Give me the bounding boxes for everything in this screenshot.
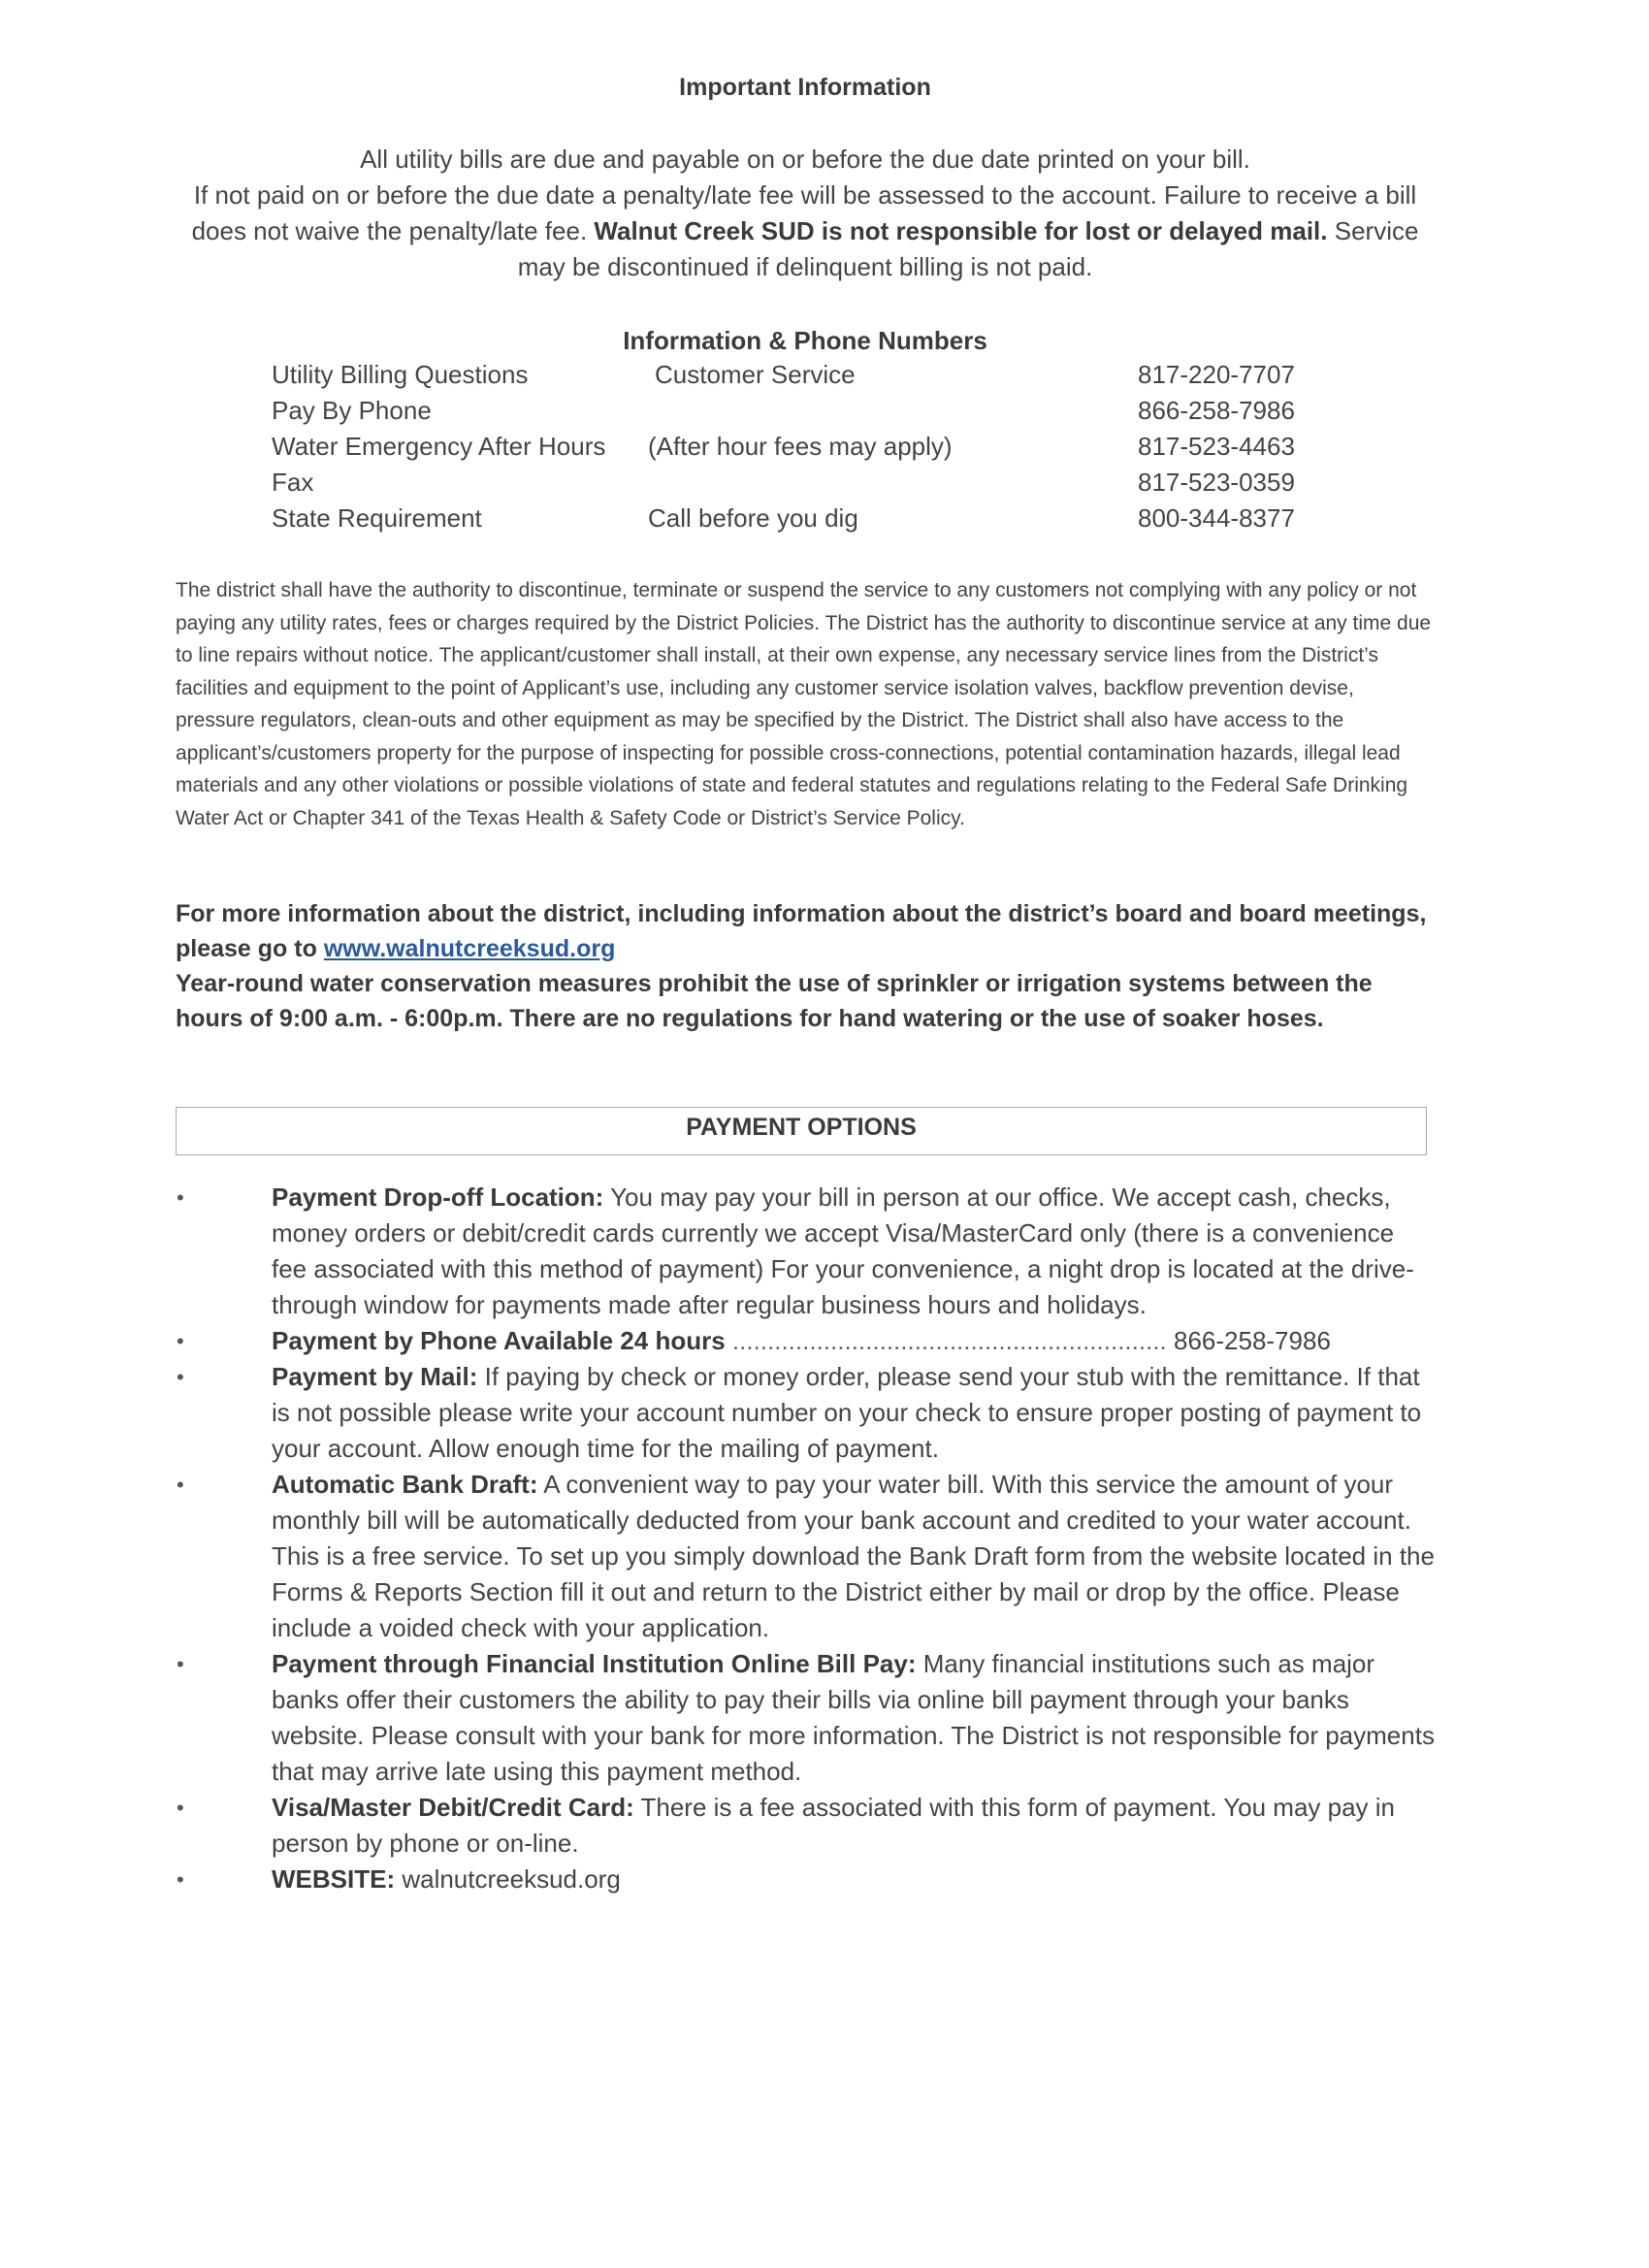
phone-row-number: 817-220-7707 (1138, 360, 1295, 389)
phone-row (272, 360, 1329, 396)
phone-row-number: 817-523-4463 (1138, 432, 1295, 461)
phone-row-note: (After hour fees may apply) (648, 432, 953, 461)
option-title: Payment by Phone Available 24 hours (272, 1326, 726, 1355)
phone-numbers-table (272, 360, 1329, 539)
phone-row-label: State Requirement (272, 503, 482, 533)
phone-row (272, 468, 1329, 503)
page-title: Important Information (679, 74, 931, 101)
service-policy-paragraph: The district shall have the authority to discontinue, terminate or suspend the service to any customers not complying with any policy or not paying any utility rates, fees or charges required by the District Policies. The District has the authority to discontinue service at any time due to line repairs without notice. The applicant/customer shall install, at their own expense, any necessary service lines from the District’s facilities and equipment to the point of Applicant’s use, including any customer service isolation valves, backflow prevention devise, pressure regulators, clean-outs and other equipment as may be specified by the District. The District shall also have access to the applicant’s/customers property for the purpose of inspecting for possible cross-connections, potential contamination hazards, illegal lead materials and any other violations or possible violations of state and federal statutes and regulations relating to the Federal Safe Drinking Water Act or Chapter 341 of the Texas Health & Safety Code or District’s Service Policy. (176, 579, 1432, 829)
option-title: Payment Drop-off Location: (272, 1183, 604, 1212)
list-item (175, 1646, 1436, 1790)
option-text: There is a fee associated with this form of payment. You may pay in person by phone or on-line. (272, 1793, 1396, 1858)
option-title: Visa/Master Debit/Credit Card: (272, 1793, 634, 1822)
list-item (175, 1467, 1436, 1646)
district-website-link[interactable]: www.walnutcreeksud.org (323, 935, 616, 962)
intro-line-1: All utility bills are due and payable on or before the due date printed on your bill. (360, 145, 1250, 174)
phone-row (272, 432, 1329, 468)
option-text: Many financial institutions such as major banks offer their customers the ability to pay their bills via online bill payment through your banks website. Please consult with your bank for more information. The District is not responsible for payments that may arrive late using this payment method. (272, 1649, 1435, 1786)
list-item (175, 1359, 1436, 1467)
option-title: Automatic Bank Draft: (272, 1470, 538, 1499)
option-text: 866-258-7986 (1173, 1326, 1331, 1355)
phone-row-note: Customer Service (655, 360, 856, 389)
phone-row-number: 817-523-0359 (1138, 468, 1295, 497)
bullet-icon: • (177, 1329, 184, 1353)
phone-numbers-heading: Information & Phone Numbers (623, 326, 987, 355)
list-item (175, 1180, 1436, 1323)
phone-row-number: 800-344-8377 (1138, 503, 1295, 533)
list-item (175, 1790, 1436, 1862)
more-info-text (176, 896, 1437, 966)
bullet-icon: • (177, 1473, 184, 1497)
phone-row-label: Fax (272, 468, 314, 497)
intro-paragraph (175, 142, 1436, 285)
bullet-icon: • (177, 1867, 184, 1892)
option-text: If paying by check or money order, please send your stub with the remittance. If that is not possible please write your account number on your check to ensure proper posting of payment to your account. Allow enough time for the mailing of payment. (272, 1362, 1422, 1463)
bullet-icon: • (177, 1365, 184, 1389)
list-item (175, 1323, 1436, 1359)
phone-row-label: Water Emergency After Hours (272, 432, 606, 461)
phone-row-number: 866-258-7986 (1138, 396, 1295, 425)
bullet-icon: • (177, 1185, 184, 1210)
intro-line-2: If not paid on or before the due date a penalty/late fee will be assessed to the account. Failure to receive a bill does not waive the penalty/late fee. (191, 180, 1417, 245)
more-info-lead: For more information about the district, including information about the district’s board and board meetings, please go to (176, 900, 1427, 962)
list-item (175, 1862, 1436, 1897)
district-notes (176, 896, 1437, 1036)
dot-leader: .............................................................. (725, 1326, 1174, 1355)
option-title: WEBSITE: (272, 1864, 396, 1894)
intro-mail-notice: Walnut Creek SUD is not responsible for lost or delayed mail. (594, 216, 1328, 245)
bullet-icon: • (177, 1796, 184, 1820)
conservation-notice: Year-round water conservation measures prohibit the use of sprinkler or irrigation systems between the hours of 9:00 a.m. - 6:00p.m. There are no regulations for hand watering or the use of soaker hoses. (176, 970, 1373, 1032)
payment-options-list (175, 1180, 1436, 1897)
payment-options-heading: PAYMENT OPTIONS (176, 1107, 1427, 1155)
option-text: A convenient way to pay your water bill. With this service the amount of your monthly bill will be automatically deducted from your bank account and credited to your water account. This is a free service. To set up you simply download the Bank Draft form from the website located in the Forms & Reports Section fill it out and return to the District either by mail or drop by the office. Please include a voided check with your application. (272, 1470, 1435, 1642)
phone-row-label: Pay By Phone (272, 396, 432, 425)
phone-row-label: Utility Billing Questions (272, 360, 529, 389)
option-title: Payment by Mail: (272, 1362, 478, 1391)
phone-row (272, 396, 1329, 432)
option-title: Payment through Financial Institution Online Bill Pay: (272, 1649, 917, 1678)
intro-line-3: Service may be discontinued if delinquent billing is not paid. (517, 216, 1419, 281)
option-text: walnutcreeksud.org (395, 1864, 621, 1894)
bullet-icon: • (177, 1652, 184, 1676)
phone-row (272, 503, 1329, 539)
option-text: You may pay your bill in person at our office. We accept cash, checks, money orders or debit/credit cards currently we accept Visa/MasterCard only (there is a convenience fee associated with this method of payment) For your convenience, a night drop is located at the drive-through window for payments made after regular business hours and holidays. (272, 1183, 1414, 1319)
phone-row-note: Call before you dig (648, 503, 858, 533)
